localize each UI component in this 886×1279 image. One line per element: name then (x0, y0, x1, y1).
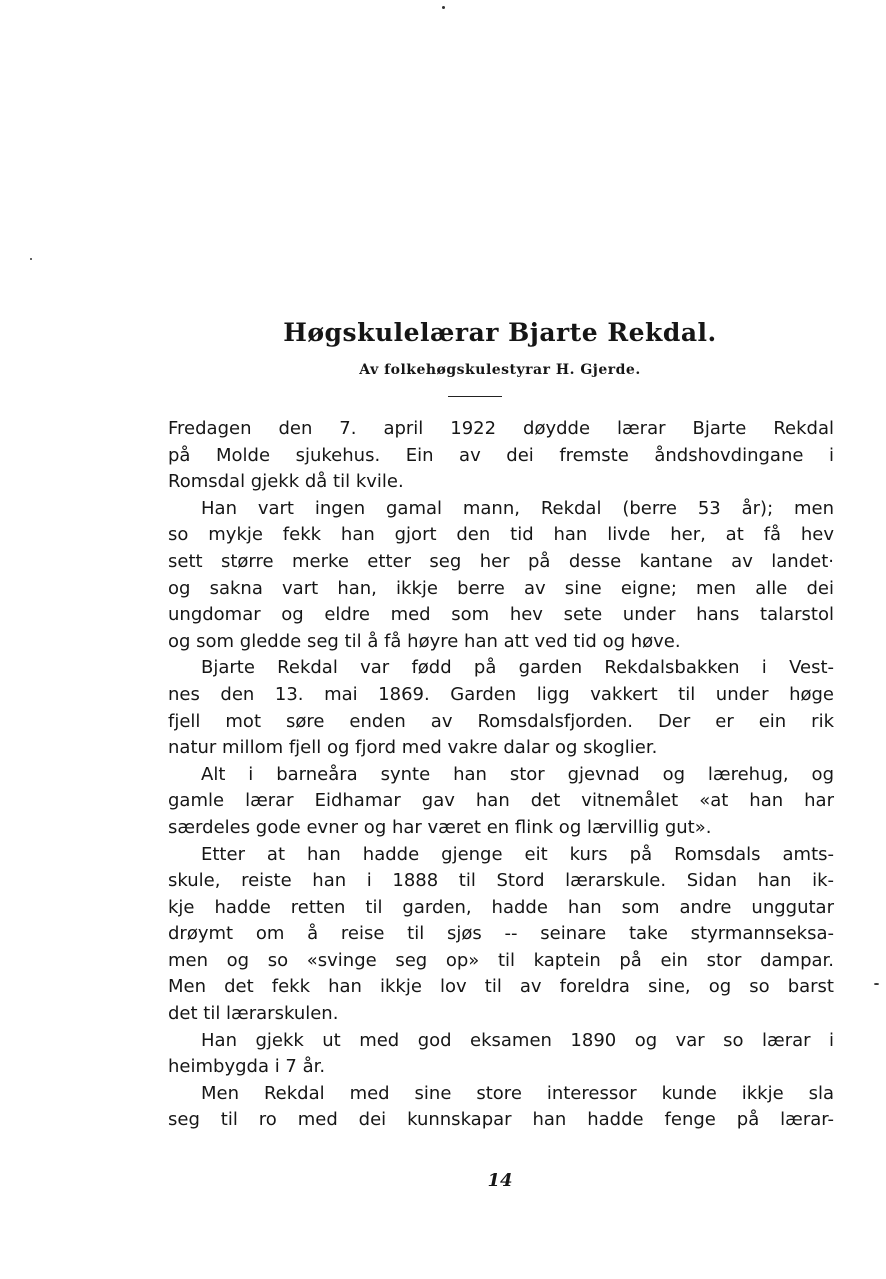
text-line: nes den 13. mai 1869. Garden ligg vakkert til under høge (168, 683, 834, 705)
text-line: Men det fekk han ikkje lov til av foreldra sine, og so barst (168, 976, 834, 998)
text-line: drøymt om å reise til sjøs -- seinare take styrmannseksa- (168, 923, 834, 945)
text-line: kje hadde retten til garden, hadde han som andre unggutar (168, 896, 834, 918)
text-line: Men Rekdal med sine store interessor kunde ikkje sla (201, 1082, 834, 1104)
title-divider (448, 396, 502, 397)
text-line: so mykje fekk han gjort den tid han livde her, at få hev (168, 524, 834, 546)
text-line: Bjarte Rekdal var fødd på garden Rekdalsbakken i Vest- (201, 657, 834, 679)
text-line: Han vart ingen gamal mann, Rekdal (berre 53 år); men (201, 497, 834, 519)
page-number: 14 (487, 1170, 513, 1191)
text-line: gamle lærar Eidhamar gav han det vitnemålet «at han har (168, 790, 834, 812)
text-line: særdeles gode evner og har været en flink og lærvillig gut». (168, 816, 712, 838)
scan-speck (874, 983, 879, 985)
scan-speck (442, 6, 445, 9)
text-line: på Molde sjukehus. Ein av dei fremste åndshovdingane i (168, 444, 834, 466)
text-line: og sakna vart han, ikkje berre av sine eigne; men alle dei (168, 577, 834, 599)
text-line: skule, reiste han i 1888 til Stord lærarskule. Sidan han ik- (168, 870, 834, 892)
text-line: seg til ro med dei kunnskapar han hadde fenge på lærar- (168, 1109, 834, 1131)
text-line: ungdomar og eldre med som hev sete under hans talarstol (168, 604, 834, 626)
text-line: sett større merke etter seg her på desse kantane av landet· (168, 550, 834, 572)
text-line: Etter at han hadde gjenge eit kurs på Romsdals amts- (201, 843, 834, 865)
article-title: Høgskulelærar Bjarte Rekdal. (283, 318, 717, 347)
text-line: Romsdal gjekk då til kvile. (168, 471, 404, 493)
text-line: heimbygda i 7 år. (168, 1056, 326, 1078)
text-line: natur millom fjell og fjord med vakre dalar og skoglier. (168, 737, 658, 759)
article-byline: Av folkehøgskulestyrar H. Gjerde. (359, 362, 641, 378)
text-line: men og so «svinge seg op» til kaptein på ein stor dampar. (168, 949, 834, 971)
text-line: og som gledde seg til å få høyre han att ved tid og høve. (168, 630, 681, 652)
text-line: fjell mot søre enden av Romsdalsfjorden. Der er ein rik (168, 710, 834, 732)
text-line: Han gjekk ut med god eksamen 1890 og var so lærar i (201, 1029, 834, 1051)
text-line: det til lærarskulen. (168, 1003, 339, 1025)
article-body (168, 416, 834, 1134)
text-line: Alt i barneåra synte han stor gjevnad og lærehug, og (201, 763, 834, 785)
scan-speck (30, 258, 32, 260)
text-line: Fredagen den 7. april 1922 døydde lærar Bjarte Rekdal (168, 418, 834, 439)
